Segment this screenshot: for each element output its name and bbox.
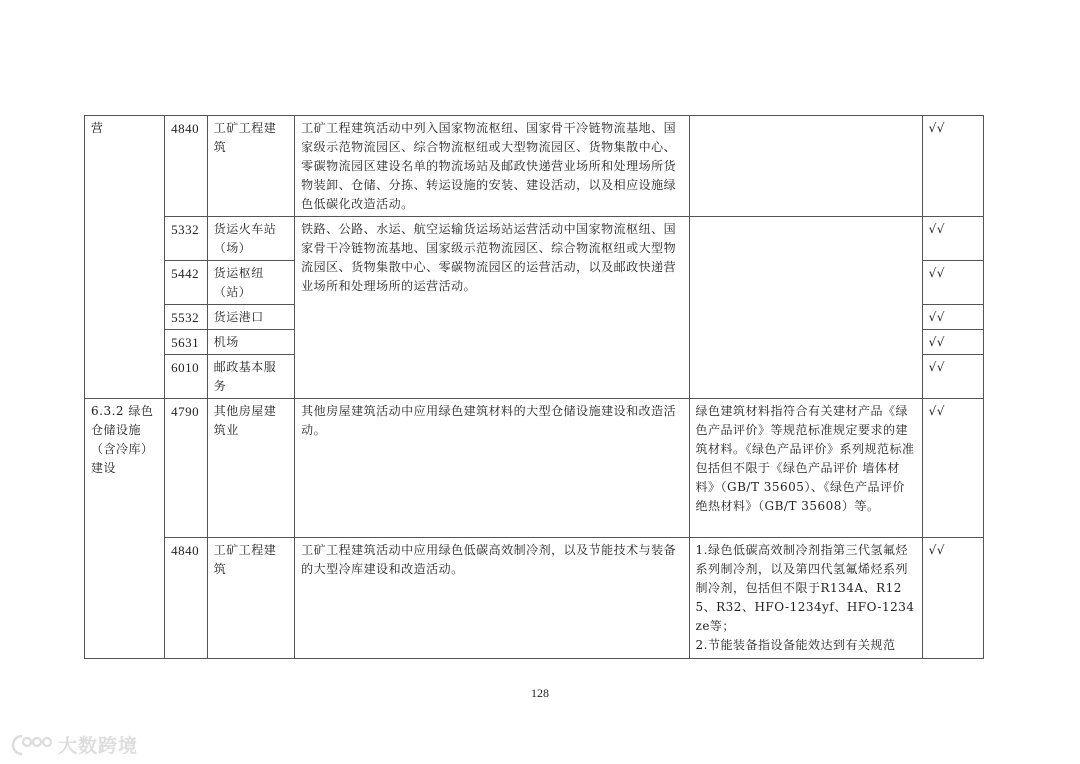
check-mark: √√ xyxy=(922,116,983,217)
note-cell xyxy=(689,116,922,217)
note-cell xyxy=(689,217,922,399)
name-cell: 其他房屋建筑业 xyxy=(207,399,294,538)
description-cell: 铁路、公路、水运、航空运输货运场站运营活动中国家物流枢纽、国家骨干冷链物流基地、国家级示范物流园区、综合物流枢纽或大型物流园区、货物集散中心、零碳物流园区的运营活动，以及邮政快递营业场所和处理场所的运营活动。 xyxy=(295,217,689,399)
watermark xyxy=(10,731,138,758)
check-mark: √√ xyxy=(922,261,983,305)
check-mark: √√ xyxy=(922,217,983,261)
page-number: 128 xyxy=(531,686,549,700)
category-cell: 营 xyxy=(85,116,165,399)
name-cell: 工矿工程建筑 xyxy=(207,538,294,659)
code-cell: 6010 xyxy=(165,355,208,399)
note-cell: 绿色建筑材料指符合有关建材产品《绿色产品评价》等规范标准规定要求的建筑材料。《绿色产品评价》系列规范标准包括但不限于《绿色产品评价 墙体材料》（GB/T 35605）、《绿色产品评价 绝热材料》（GB/T 35608）等。 xyxy=(689,399,922,538)
catalog-table xyxy=(84,115,984,659)
check-mark: √√ xyxy=(922,355,983,399)
watermark-text: 大数跨境 xyxy=(58,735,139,757)
name-cell: 货运枢纽（站） xyxy=(207,261,294,305)
name-cell: 货运火车站（场） xyxy=(207,217,294,261)
name-cell: 邮政基本服务 xyxy=(207,355,294,399)
description-cell: 工矿工程建筑活动中列入国家物流枢纽、国家骨干冷链物流基地、国家级示范物流园区、综合物流枢纽或大型物流园区、货物集散中心、零碳物流园区建设名单的物流场站及邮政快递营业场所和处理场所货物装卸、仓储、分拣、转运设施的安装、建设活动，以及相应设施绿色低碳化改造活动。 xyxy=(295,116,689,217)
check-mark: √√ xyxy=(922,330,983,355)
table-row xyxy=(85,116,984,217)
code-cell: 4790 xyxy=(165,399,208,538)
check-mark: √√ xyxy=(922,538,983,659)
code-cell: 5631 xyxy=(165,330,208,355)
name-cell: 工矿工程建筑 xyxy=(207,116,294,217)
description-cell: 工矿工程建筑活动中应用绿色低碳高效制冷剂，以及节能技术与装备的大型冷库建设和改造活动。 xyxy=(295,538,689,659)
table-row xyxy=(85,538,984,659)
name-cell: 机场 xyxy=(207,330,294,355)
code-cell: 5532 xyxy=(165,305,208,330)
check-mark: √√ xyxy=(922,305,983,330)
table-row xyxy=(85,217,984,261)
code-cell: 5442 xyxy=(165,261,208,305)
check-mark: √√ xyxy=(922,399,983,538)
code-cell: 4840 xyxy=(165,116,208,217)
code-cell: 5332 xyxy=(165,217,208,261)
name-cell: 货运港口 xyxy=(207,305,294,330)
category-cell: 6.3.2 绿色仓储设施（含冷库）建设 xyxy=(85,399,165,659)
note-cell: 1.绿色低碳高效制冷剂指第三代氢氟烃系列制冷剂，以及第四代氢氟烯烃系列制冷剂，包括但不限于R134A、R125、R32、HFO-1234yf、HFO-1234ze等； 2.节能装备指设备能效达到有关规范 xyxy=(689,538,922,659)
description-cell: 其他房屋建筑活动中应用绿色建筑材料的大型仓储设施建设和改造活动。 xyxy=(295,399,689,538)
table-row xyxy=(85,399,984,538)
code-cell: 4840 xyxy=(165,538,208,659)
brand-logo-icon xyxy=(10,733,54,757)
